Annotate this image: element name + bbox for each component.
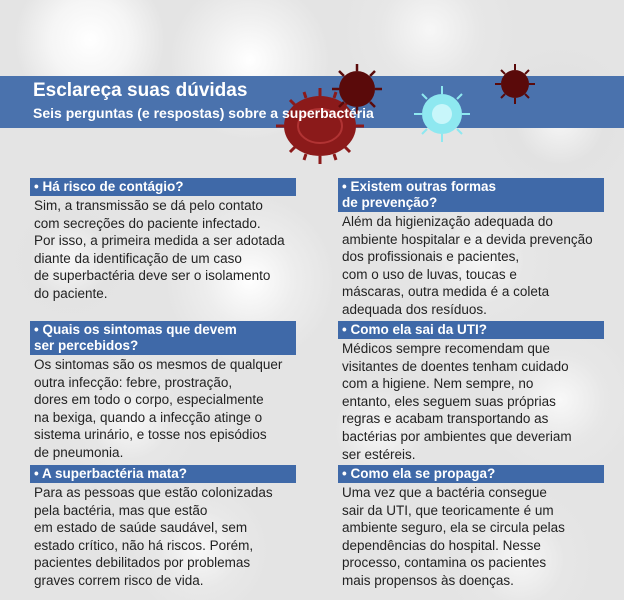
qa-card-sintomas xyxy=(30,321,296,462)
virus-dark-red-small-icon xyxy=(493,62,537,106)
qa-answer: Os sintomas são os mesmos de qualquer outra infecção: febre, prostração, dores em todo o corpo, especialmente na bexiga, quando a infecção atinge o sistema urinário, e tosse nos episódios de pneumonia. xyxy=(34,357,283,460)
page-subtitle: Seis perguntas (e respostas) sobre a superbactéria xyxy=(33,105,374,121)
qa-question: • A superbactéria mata? xyxy=(30,465,296,483)
qa-card-propaga xyxy=(338,465,604,590)
qa-answer: Além da higienização adequada do ambiente hospitalar e a devida prevenção dos profissionais e pacientes, com o uso de luvas, toucas e máscaras, outra medida é a coleta adequada dos resíduos. xyxy=(342,214,593,317)
qa-question: • Há risco de contágio? xyxy=(30,178,296,196)
qa-answer: Sim, a transmissão se dá pelo contato com secreções do paciente infectado. Por isso, a primeira medida a ser adotada diante da identificação de um caso de superbactéria deve ser o isolamento do paciente. xyxy=(34,198,285,301)
qa-question: • Quais os sintomas que devem ser percebidos? xyxy=(30,321,296,355)
qa-question: • Existem outras formas de prevenção? xyxy=(338,178,604,212)
qa-question: • Como ela se propaga? xyxy=(338,465,604,483)
qa-answer: Para as pessoas que estão colonizadas pela bactéria, mas que estão em estado de saúde saudável, sem estado crítico, não há riscos. Porém, pacientes debilitados por problemas graves correm risco de vida. xyxy=(34,485,273,588)
qa-question: • Como ela sai da UTI? xyxy=(338,321,604,339)
qa-answer: Uma vez que a bactéria consegue sair da UTI, que teoricamente é um ambiente seguro, ela se circula pelas dependências do hospital. Nesse processo, contamina os pacientes mais propensos às doenças. xyxy=(342,485,565,588)
page-title: Esclareça suas dúvidas xyxy=(33,80,248,101)
qa-card-mata xyxy=(30,465,296,590)
virus-cyan-icon xyxy=(412,84,472,144)
qa-answer: Médicos sempre recomendam que visitantes de doentes tenham cuidado com a higiene. Nem sempre, no entanto, eles seguem suas próprias regras e acabam transportando as bactérias por ambientes que deveriam ser estéreis. xyxy=(342,341,572,462)
qa-card-contagio xyxy=(30,178,296,303)
qa-card-prevencao xyxy=(338,178,604,319)
qa-card-uti xyxy=(338,321,604,463)
